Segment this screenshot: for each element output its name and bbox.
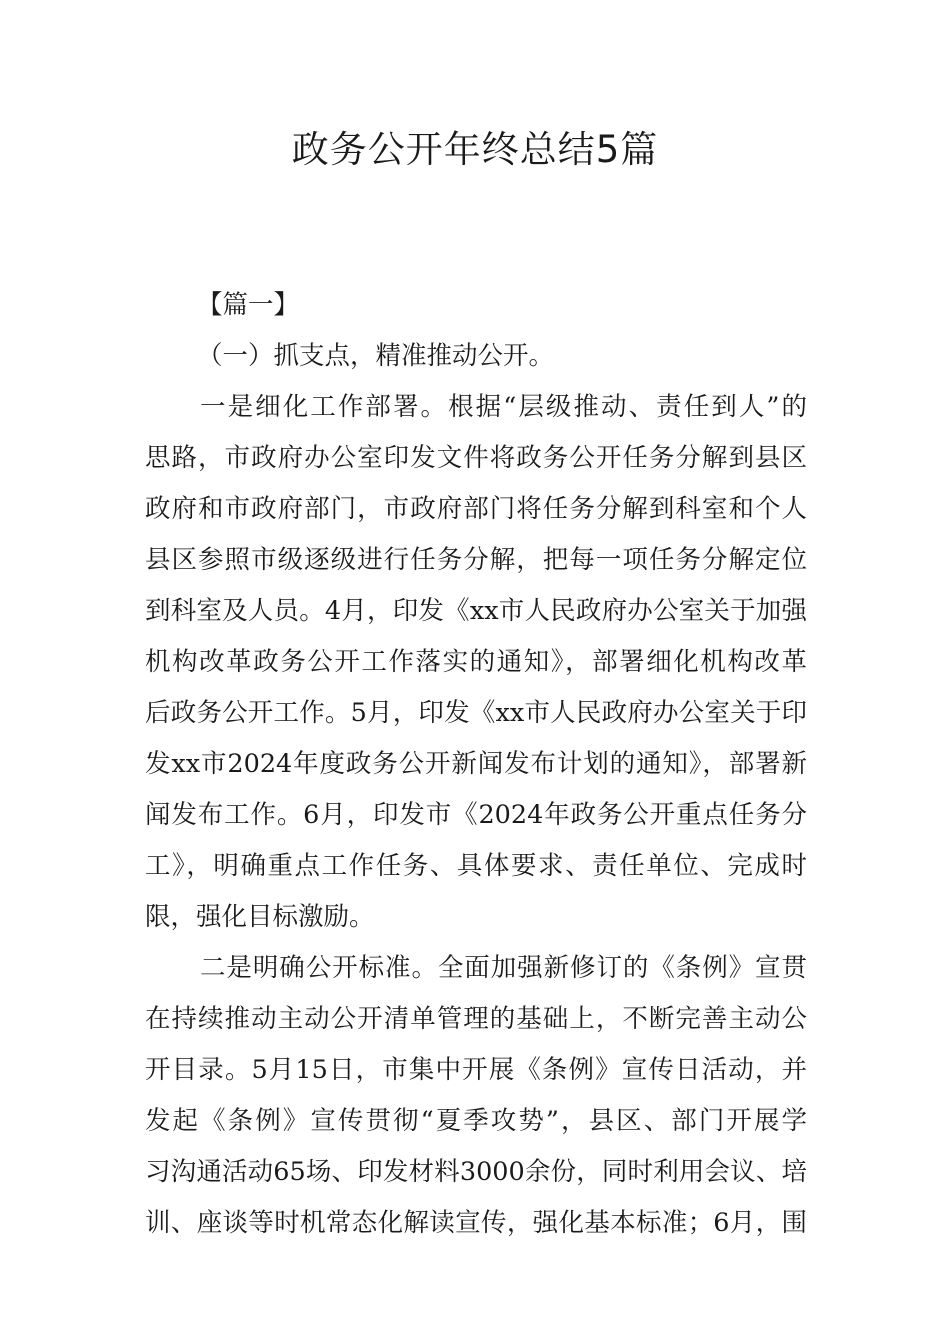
paragraph-line: 训、座谈等时机常态化解读宣传，强化基本标准；6月，围 xyxy=(145,1208,807,1238)
paragraph-line: 习沟通活动65场、印发材料3000余份，同时利用会议、培 xyxy=(145,1157,807,1187)
paragraph-line: 限，强化目标激励。 xyxy=(145,902,375,932)
paragraph-line: 思路，市政府办公室印发文件将政务公开任务分解到县区 xyxy=(145,443,807,473)
document-body xyxy=(145,280,807,1249)
paragraph-line: 开目录。5月15日，市集中开展《条例》宣传日活动，并 xyxy=(145,1055,807,1085)
paragraph-line: 在持续推动主动公开清单管理的基础上，不断完善主动公 xyxy=(145,1004,807,1034)
paragraph-1 xyxy=(145,382,807,943)
subheading: （一）抓支点，精准推动公开。 xyxy=(197,341,555,371)
paragraph-line: 后政务公开工作。5月，印发《xx市人民政府办公室关于印 xyxy=(145,698,807,728)
paragraph-line: 发xx市2024年度政务公开新闻发布计划的通知》，部署新 xyxy=(145,749,807,779)
paragraph-line: 二是明确公开标准。全面加强新修订的《条例》宣贯 xyxy=(200,953,807,983)
paragraph-line: 发起《条例》宣传贯彻“夏季攻势”，县区、部门开展学 xyxy=(145,1106,807,1136)
document-title: 政务公开年终总结5篇 xyxy=(291,128,659,171)
paragraph-line: 县区参照市级逐级进行任务分解，把每一项任务分解定位 xyxy=(145,545,807,575)
paragraph-2 xyxy=(145,943,807,1249)
paragraph-line: 政府和市政府部门，市政府部门将任务分解到科室和个人 xyxy=(145,494,807,524)
paragraph-line: 一是细化工作部署。根据“层级推动、责任到人”的 xyxy=(200,392,807,422)
paragraph-line: 机构改革政务公开工作落实的通知》，部署细化机构改革 xyxy=(145,647,807,677)
section-label: 【篇一】 xyxy=(197,290,300,320)
paragraph-line: 到科室及人员。4月，印发《xx市人民政府办公室关于加强 xyxy=(145,596,807,626)
paragraph-line: 闻发布工作。6月，印发市《2024年政务公开重点任务分 xyxy=(145,800,807,830)
paragraph-line: 工》，明确重点工作任务、具体要求、责任单位、完成时 xyxy=(145,851,807,881)
